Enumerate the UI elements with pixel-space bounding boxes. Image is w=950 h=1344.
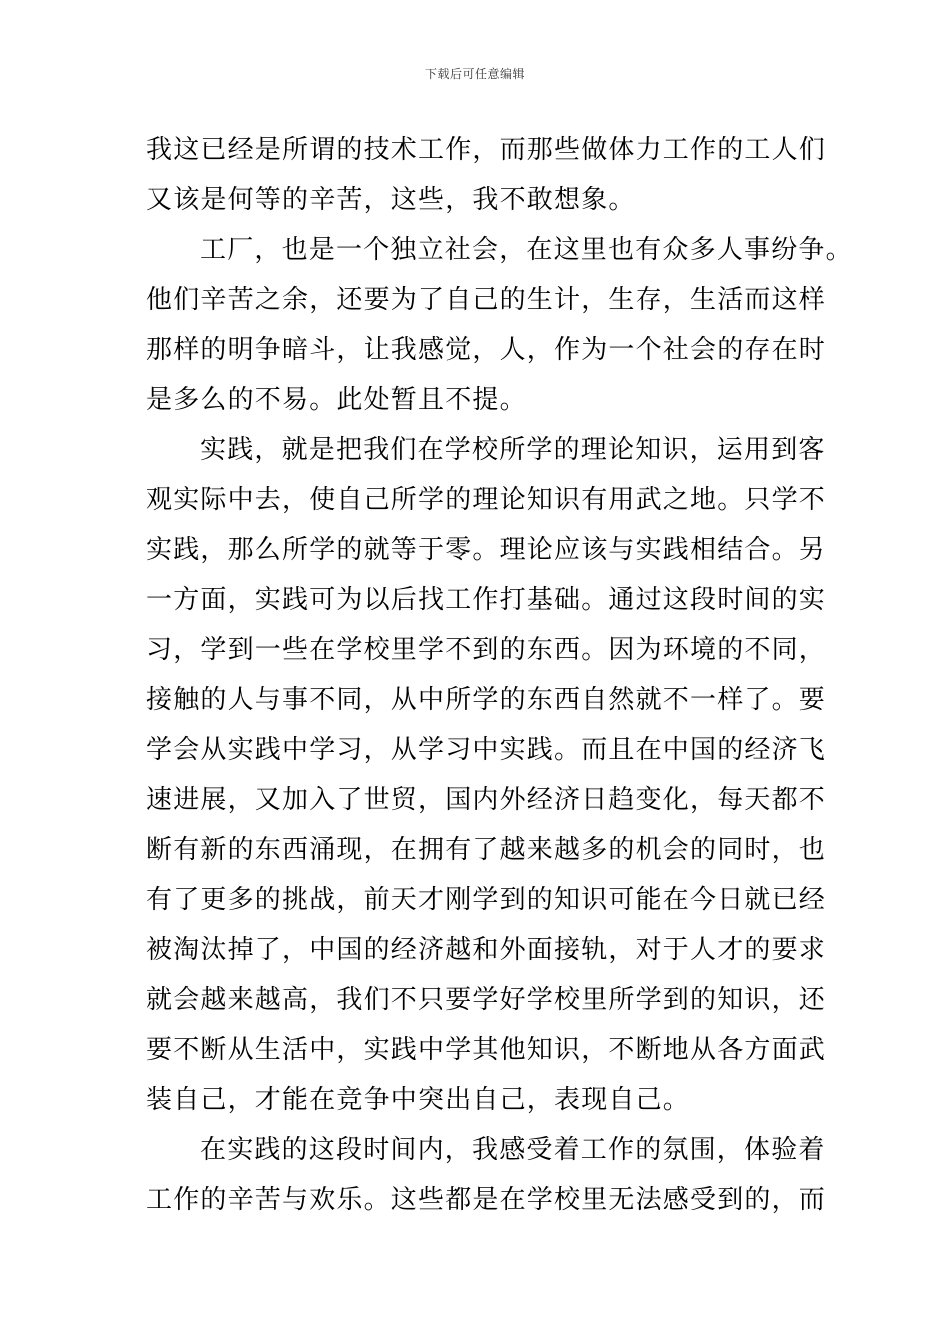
text-line: 观实际中去，使自己所学的理论知识有用武之地。只学不	[146, 485, 827, 515]
text-line: 是多么的不易。此处暂且不提。	[146, 385, 527, 415]
text-line: 那样的明争暗斗，让我感觉，人，作为一个社会的存在时	[146, 335, 827, 365]
text-line: 就会越来越高，我们不只要学好学校里所学到的知识，还	[146, 985, 827, 1015]
header-note: 下载后可任意编辑	[424, 67, 525, 81]
text-line: 学会从实践中学习，从学习中实践。而且在中国的经济飞	[146, 735, 827, 765]
text-line: 装自己，才能在竞争中突出自己，表现自己。	[146, 1085, 691, 1115]
text-line: 接触的人与事不同，从中所学的东西自然就不一样了。要	[146, 685, 827, 715]
text-line: 要不断从生活中，实践中学其他知识，不断地从各方面武	[146, 1035, 827, 1065]
text-line: 断有新的东西涌现，在拥有了越来越多的机会的同时，也	[146, 835, 827, 865]
text-line: 又该是何等的辛苦，这些，我不敢想象。	[146, 185, 636, 215]
body-text	[146, 125, 853, 1225]
paragraph-start-line: 实践，就是把我们在学校所学的理论知识，运用到客	[200, 435, 826, 465]
text-line: 一方面，实践可为以后找工作打基础。通过这段时间的实	[146, 585, 827, 615]
text-line: 他们辛苦之余，还要为了自己的生计，生存，生活而这样	[146, 285, 827, 315]
text-line: 习，学到一些在学校里学不到的东西。因为环境的不同，	[146, 635, 827, 665]
text-line: 工作的辛苦与欢乐。这些都是在学校里无法感受到的，而	[146, 1185, 827, 1215]
text-line: 被淘汰掉了，中国的经济越和外面接轨，对于人才的要求	[146, 935, 827, 965]
paragraph-start-line: 在实践的这段时间内，我感受着工作的氛围，体验着	[200, 1135, 826, 1165]
text-line: 实践，那么所学的就等于零。理论应该与实践相结合。另	[146, 535, 827, 565]
text-line: 有了更多的挑战，前天才刚学到的知识可能在今日就已经	[146, 885, 827, 915]
text-line: 速进展，又加入了世贸，国内外经济日趋变化，每天都不	[146, 785, 827, 815]
text-line: 我这已经是所谓的技术工作，而那些做体力工作的工人们	[146, 135, 827, 165]
paragraph-start-line: 工厂，也是一个独立社会，在这里也有众多人事纷争。	[200, 235, 853, 265]
